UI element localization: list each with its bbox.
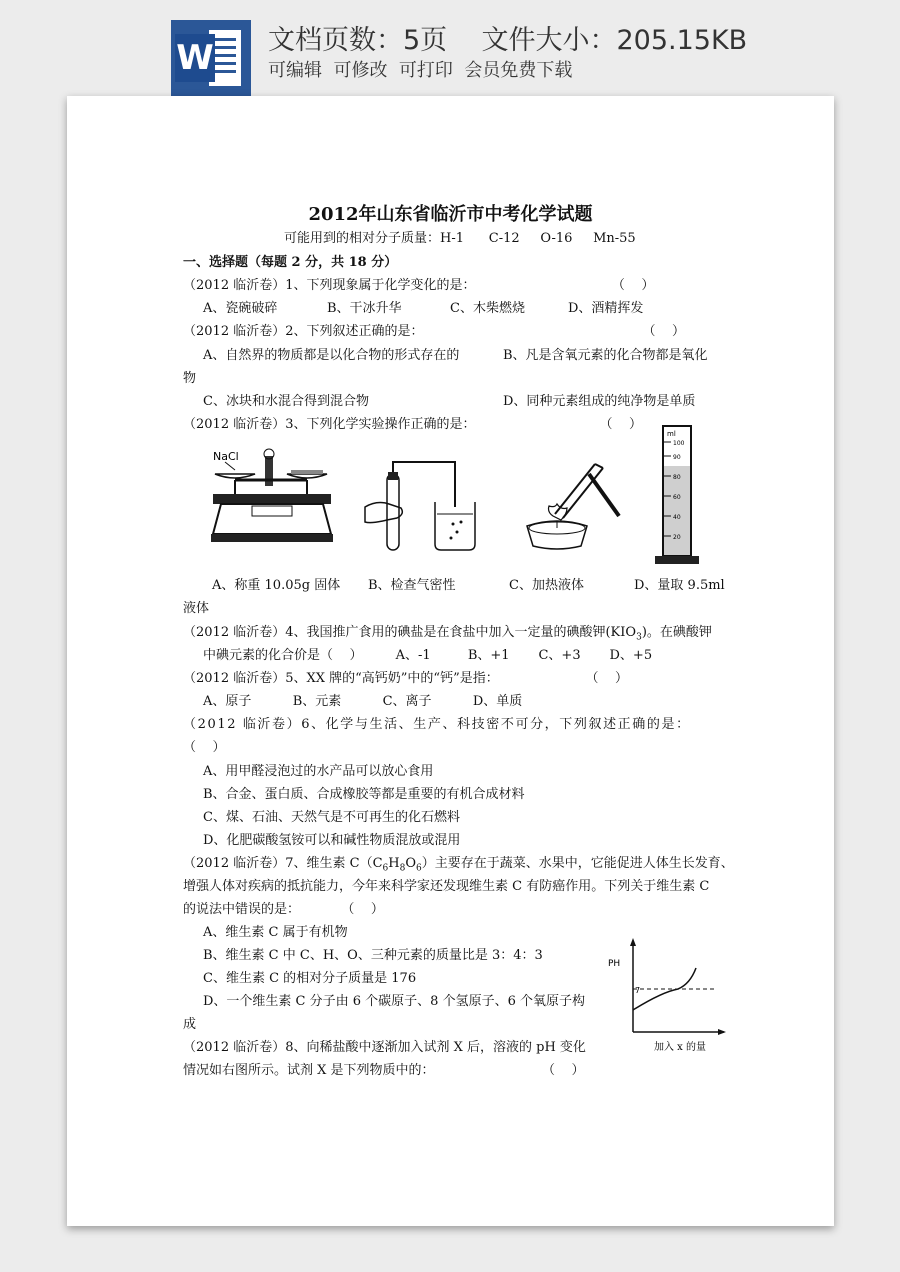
q6-option-a: A、用甲醛浸泡过的水产品可以放心食用: [203, 764, 434, 779]
q7-line3: 的说法中错误的是： （ ）: [183, 902, 384, 917]
file-info: 文档页数：5页 文件大小：205.15KB: [268, 25, 748, 56]
nacl-label: NaCl: [213, 450, 239, 463]
q6-paren: （ ）: [183, 740, 226, 755]
q8-stem: （2012 临沂卷）8、向稀盐酸中逐渐加入试剂 X 后，溶液的 pH 变化: [183, 1040, 586, 1055]
cyl-tick-label: 100: [673, 440, 685, 447]
word-letter: W: [175, 34, 215, 82]
q7-option-d: D、一个维生素 C 分子由 6 个碳原子、8 个氢原子、6 个氧原子构: [203, 994, 585, 1009]
q2-stem: （2012 临沂卷）2、下列叙述正确的是： （ ）: [183, 324, 686, 339]
cyl-tick-label: 40: [673, 514, 681, 521]
word-document-icon: [171, 20, 251, 96]
cyl-tick-label: 20: [673, 534, 681, 541]
q2-option-d: D、同种元素组成的纯净物是单质: [503, 394, 696, 409]
q3-option-b: B、检查气密性: [368, 578, 456, 593]
download-banner: [0, 0, 900, 96]
document-page: [67, 96, 834, 1226]
ph-axis-label: PH: [608, 959, 621, 969]
q6-option-c: C、煤、石油、天然气是不可再生的化石燃料: [203, 810, 460, 825]
section-heading: 一、选择题（每题 2 分，共 18 分）: [183, 255, 398, 270]
q7-option-d-cont: 成: [183, 1017, 197, 1032]
q1-option-b: B、干冰升华: [327, 301, 402, 316]
q5-stem: （2012 临沂卷）5、XX 牌的“高钙奶”中的“钙”是指： （ ）: [183, 671, 629, 686]
q4-stem: （2012 临沂卷）4、我国推广食用的碘盐是在食盐中加入一定量的碘酸钾$(KIO_3)$。在碘酸钾: [183, 625, 712, 643]
q7-option-b: B、维生素 C 中 C、H、O、三种元素的质量比是 3：4：3: [203, 948, 543, 963]
file-features: 可编辑 可修改 可打印 会员免费下载: [268, 60, 573, 81]
cyl-tick-label: 80: [673, 474, 681, 481]
cyl-tick-label: 90: [673, 454, 681, 461]
q3-stem: （2012 临沂卷）3、下列化学实验操作正确的是： （ ）: [183, 417, 642, 432]
graduated-cylinder-illustration: [653, 418, 701, 568]
q8-line2: 情况如右图所示。试剂 X 是下列物质中的： （ ）: [183, 1063, 585, 1078]
cyl-unit: ml: [667, 430, 676, 438]
q1-option-c: C、木柴燃烧: [450, 301, 525, 316]
ph-x-axis-label: 加入 x 的量: [654, 1042, 706, 1053]
doc-title: 2012年山东省临沂市中考化学试题: [308, 204, 593, 225]
q6-stem: （2012 临沂卷）6、化学与生活、生产、科技密不可分，下列叙述正确的是：: [183, 717, 691, 732]
q7-option-a: A、维生素 C 属于有机物: [203, 925, 348, 940]
q3-option-d: D、量取 9.5ml: [634, 578, 725, 593]
q6-option-d: D、化肥碳酸氢铵可以和碱性物质混放或混用: [203, 833, 461, 848]
q2-option-b: B、凡是含氧元素的化合物都是氧化: [503, 348, 708, 363]
q6-option-b: B、合金、蛋白质、合成橡胶等都是重要的有机合成材料: [203, 787, 525, 802]
q3-option-d-cont: 液体: [183, 601, 210, 616]
q1-option-d: D、酒精挥发: [568, 301, 644, 316]
q2-option-c: C、冰块和水混合得到混合物: [203, 394, 369, 409]
q1-option-a: A、瓷碗破碎: [203, 301, 278, 316]
airtightness-illustration: [357, 452, 482, 557]
cyl-tick-label: 60: [673, 494, 681, 501]
q2-option-b-cont: 物: [183, 371, 197, 386]
q7-option-c: C、维生素 C 的相对分子质量是 176: [203, 971, 417, 986]
q5-options: A、原子 B、元素 C、离子 D、单质: [203, 694, 523, 709]
q4-options: 中碘元素的化合价是（ ） A、-1 B、+1 C、+3 D、+5: [203, 648, 653, 663]
q1-stem: （2012 临沂卷）1、下列现象属于化学变化的是： （ ）: [183, 278, 655, 293]
ph-neutral-mark: 7: [635, 986, 641, 995]
q3-option-c: C、加热液体: [509, 578, 584, 593]
heating-liquid-illustration: [517, 454, 627, 559]
balance-illustration: [207, 444, 337, 549]
q2-option-a: A、自然界的物质都是以化合物的形式存在的: [203, 348, 460, 363]
ph-graph: [602, 932, 732, 1057]
atomic-masses: 可能用到的相对分子质量：H-1 C-12 O-16 Mn-55: [284, 231, 636, 246]
q7-line2: 增强人体对疾病的抵抗能力，今年来科学家还发现维生素 C 有防癌作用。下列关于维生素 C: [183, 879, 710, 894]
q7-stem: （2012 临沂卷）7、维生素 $C(C_6H_8O_6)$主要存在于蔬菜、水果中，它能促进人体生长发育、: [183, 856, 734, 874]
q3-option-a: A、称重 10.05g 固体: [212, 578, 341, 593]
